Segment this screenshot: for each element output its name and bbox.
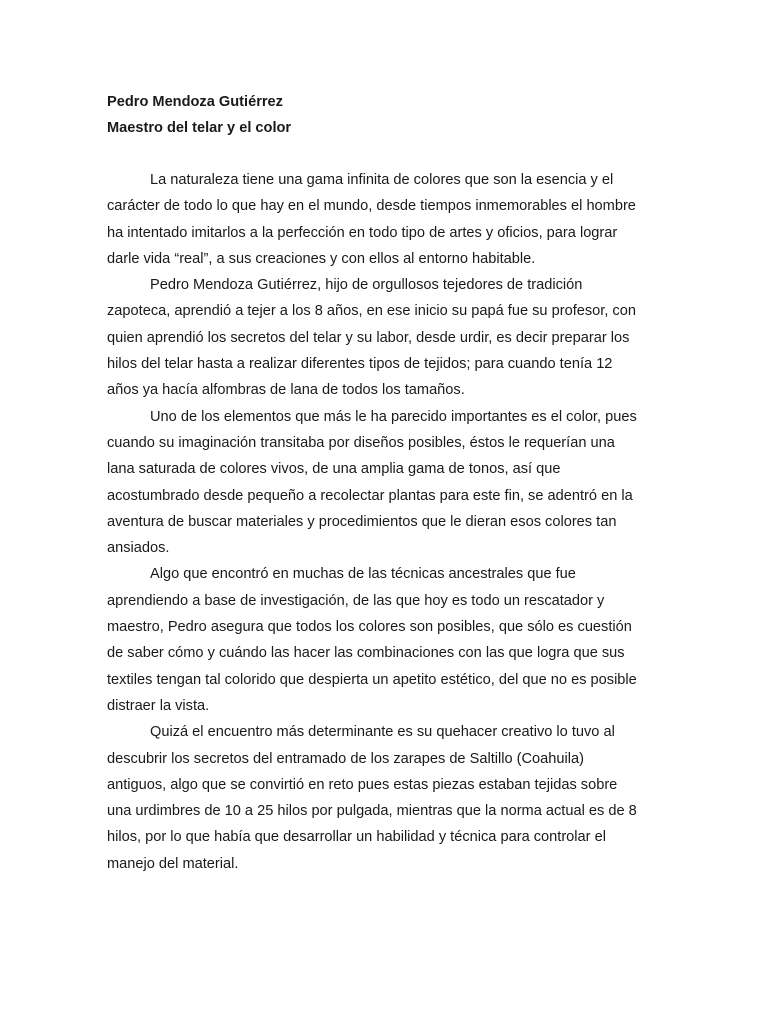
paragraph-line: hilos, por lo que había que desarrollar un habilidad y técnica para controlar el (107, 829, 606, 846)
paragraph-4 (107, 561, 666, 719)
paragraph-3 (107, 404, 666, 562)
paragraph-line: acostumbrado desde pequeño a recolectar plantas para este fin, se adentró en la (107, 487, 633, 504)
paragraph-line: ansiados. (107, 540, 170, 557)
paragraph-1 (107, 167, 666, 272)
paragraph-line: distraer la vista. (107, 697, 210, 714)
paragraph-line: cuando su imaginación transitaba por diseños posibles, éstos le requerían una (107, 434, 615, 451)
paragraph-line: descubrir los secretos del entramado de los zarapes de Saltillo (Coahuila) (107, 750, 584, 767)
paragraph-line: Quizá el encuentro más determinante es su quehacer creativo lo tuvo al (150, 724, 615, 741)
paragraph-line: Pedro Mendoza Gutiérrez, hijo de orgullosos tejedores de tradición (150, 277, 583, 294)
paragraph-line: textiles tengan tal colorido que despierta un apetito estético, del que no es posible (107, 671, 637, 688)
paragraph-line: zapoteca, aprendió a tejer a los 8 años, en ese inicio su papá fue su profesor, con (107, 303, 636, 320)
paragraph-line: darle vida “real”, a sus creaciones y con ellos al entorno habitable. (107, 250, 536, 267)
paragraph-line: quien aprendió los secretos del telar y su labor, desde urdir, es decir preparar los (107, 329, 630, 346)
paragraph-line: lana saturada de colores vivos, de una amplia gama de tonos, así que (107, 461, 561, 478)
paragraph-line: La naturaleza tiene una gama infinita de colores que son la esencia y el (150, 172, 614, 188)
paragraph-line: hilos del telar hasta a realizar diferentes tipos de tejidos; para cuando tenía 12 (107, 356, 613, 373)
paragraph-5 (107, 719, 666, 877)
paragraph-line: una urdimbres de 10 a 25 hilos por pulgada, mientras que la norma actual es de 8 (107, 803, 637, 820)
document-body (107, 89, 666, 877)
paragraph-line: años ya hacía alfombras de lana de todos los tamaños. (107, 382, 465, 399)
paragraph-line: aventura de buscar materiales y procedimientos que le dieran esos colores tan (107, 513, 617, 530)
document-subtitle: Maestro del telar y el color (107, 120, 292, 136)
paragraph-line: ha intentado imitarlos a la perfección en todo tipo de artes y oficios, para lograr (107, 224, 618, 241)
paragraph-line: antiguos, algo que se convirtió en reto pues estas piezas estaban tejidas sobre (107, 776, 618, 793)
document-title: Pedro Mendoza Gutiérrez (107, 94, 283, 110)
paragraph-line: Uno de los elementos que más le ha parecido importantes es el color, pues (150, 408, 637, 425)
paragraph-line: manejo del material. (107, 855, 239, 872)
paragraph-line: carácter de todo lo que hay en el mundo, desde tiempos inmemorables el hombre (107, 198, 636, 215)
blank-line (107, 141, 666, 167)
paragraph-2 (107, 272, 666, 403)
paragraph-line: maestro, Pedro asegura que todos los colores son posibles, que sólo es cuestión (107, 619, 632, 636)
paragraph-line: de saber cómo y cuándo las hacer las combinaciones con las que logra que sus (107, 645, 625, 662)
paragraph-line: aprendiendo a base de investigación, de las que hoy es todo un rescatador y (107, 592, 605, 609)
paragraph-line: Algo que encontró en muchas de las técnicas ancestrales que fue (150, 566, 576, 583)
